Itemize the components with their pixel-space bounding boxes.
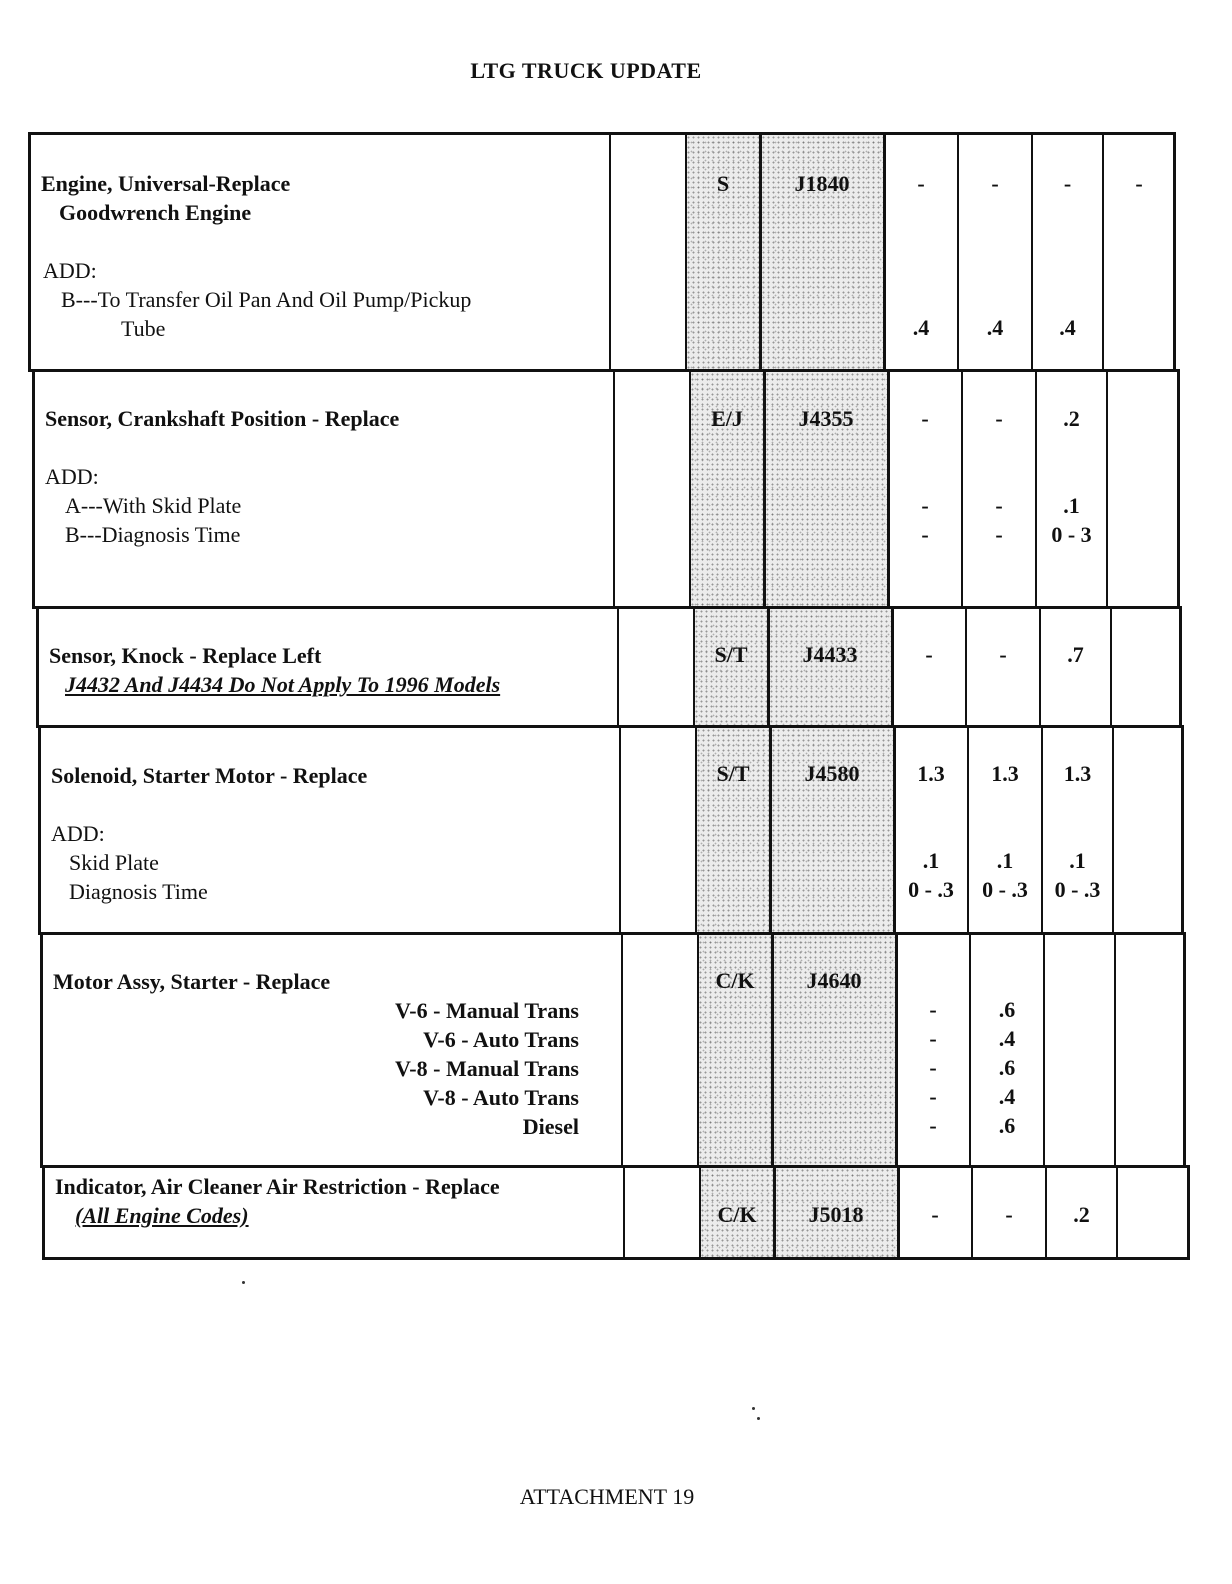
code: E/J	[711, 406, 743, 431]
value: -	[929, 1055, 937, 1080]
value: .6	[998, 997, 1016, 1022]
op-number: J4580	[804, 761, 860, 786]
item-title: Solenoid, Starter Motor - Replace	[51, 763, 368, 788]
value: 0 - .3	[908, 877, 954, 902]
value: .4	[998, 1084, 1016, 1109]
value: 0 - 3	[1051, 522, 1092, 547]
op-number: J4433	[802, 642, 858, 667]
item-note: J4432 And J4434 Do Not Apply To 1996 Models	[65, 672, 501, 697]
value: -	[931, 1202, 939, 1227]
value: .4	[1059, 315, 1076, 340]
value: .6	[998, 1113, 1016, 1138]
add-label: ADD:	[51, 821, 105, 846]
value: .4	[912, 315, 930, 340]
value: .6	[998, 1055, 1016, 1080]
variant: V-8 - Manual Trans	[395, 1056, 579, 1081]
op-number: J5018	[808, 1202, 864, 1227]
item-title: Engine, Universal-Replace	[41, 171, 291, 196]
item-title: Indicator, Air Cleaner Air Restriction - Replace	[55, 1174, 500, 1199]
variant: Diesel	[522, 1114, 579, 1139]
value: -	[929, 1113, 937, 1138]
scan-speck	[757, 1417, 760, 1420]
value: -	[921, 522, 929, 547]
value: -	[991, 171, 999, 196]
op-number: J4640	[806, 968, 862, 993]
value: -	[995, 406, 1003, 431]
value: .2	[1063, 406, 1080, 431]
value: -	[995, 493, 1003, 518]
code: S	[716, 171, 730, 196]
table-row-knock	[36, 606, 1182, 728]
variant: V-6 - Manual Trans	[395, 998, 579, 1023]
add-item: Diagnosis Time	[69, 879, 208, 904]
value: 1.3	[991, 761, 1019, 786]
variant: V-8 - Auto Trans	[423, 1085, 579, 1110]
op-number: J1840	[794, 171, 850, 196]
code: C/K	[717, 1202, 757, 1227]
table-row-solenoid	[38, 725, 1184, 935]
value: -	[921, 406, 929, 431]
add-label: ADD:	[45, 464, 99, 489]
table-row-crankshaft	[32, 369, 1180, 609]
value: .4	[986, 315, 1004, 340]
code: C/K	[715, 968, 755, 993]
scan-speck	[752, 1407, 755, 1410]
value: 1.3	[917, 761, 945, 786]
value: -	[1063, 171, 1072, 196]
value: 0 - .3	[1054, 877, 1101, 902]
value: -	[925, 642, 933, 667]
item-note: (All Engine Codes)	[75, 1203, 249, 1228]
value: .2	[1073, 1202, 1090, 1227]
value: 1.3	[1063, 761, 1092, 786]
value: -	[1135, 171, 1143, 196]
add-item: Skid Plate	[69, 850, 159, 875]
scan-speck	[242, 1281, 245, 1284]
add-item: A---With Skid Plate	[65, 493, 242, 518]
value: 0 - .3	[982, 877, 1028, 902]
table-row-starter	[40, 932, 1186, 1168]
add-item: B---To Transfer Oil Pan And Oil Pump/Pickup	[61, 287, 472, 312]
table-row-engine	[28, 132, 1176, 372]
item-title: Sensor, Crankshaft Position - Replace	[45, 406, 400, 431]
value: -	[929, 997, 937, 1022]
add-label: ADD:	[43, 258, 97, 283]
value: .1	[1063, 493, 1080, 518]
table-row-indicator	[42, 1165, 1190, 1260]
value: -	[1005, 1202, 1013, 1227]
add-item-cont: Tube	[121, 316, 166, 341]
value: -	[995, 522, 1003, 547]
code: S/T	[716, 761, 750, 786]
value: -	[917, 171, 925, 196]
value: -	[929, 1084, 937, 1109]
page-title: LTG TRUCK UPDATE	[470, 58, 702, 83]
value: -	[921, 493, 929, 518]
page-footer: ATTACHMENT 19	[519, 1484, 695, 1509]
value: .1	[1069, 848, 1086, 873]
value: -	[999, 642, 1007, 667]
code: S/T	[714, 642, 748, 667]
item-title: Sensor, Knock - Replace Left	[49, 643, 322, 668]
variant: V-6 - Auto Trans	[423, 1027, 579, 1052]
value: .4	[998, 1026, 1016, 1051]
value: -	[929, 1026, 937, 1051]
op-number: J4355	[798, 406, 854, 431]
add-item: B---Diagnosis Time	[65, 522, 241, 547]
value: .1	[996, 848, 1014, 873]
item-title: Motor Assy, Starter - Replace	[53, 969, 331, 994]
item-subtitle: Goodwrench Engine	[59, 200, 252, 225]
value: .1	[922, 848, 940, 873]
value: .7	[1067, 642, 1084, 667]
